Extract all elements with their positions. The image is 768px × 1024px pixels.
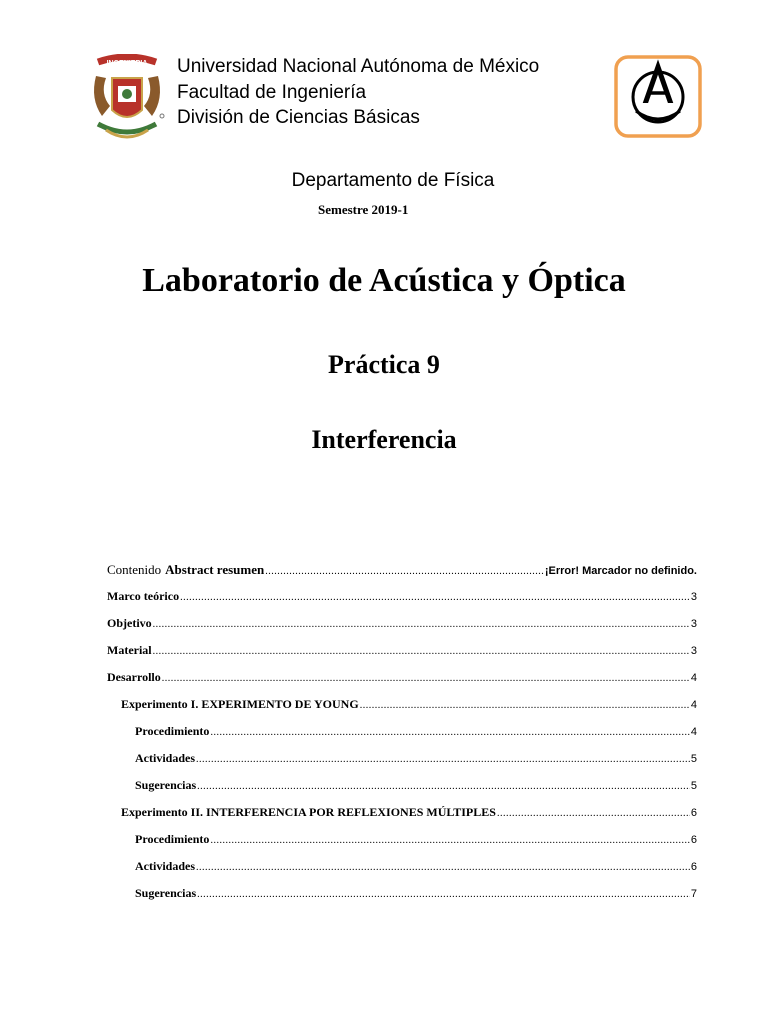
crest-banner-text: INGENIERIA [106,60,148,67]
toc-entry-title: Experimento I. EXPERIMENTO DE YOUNG [121,697,359,711]
practice-number: Práctica 9 [328,350,440,379]
toc-entry-page: ¡Error! Marcador no definido. [544,565,697,577]
toc-entry-material[interactable] [107,643,697,670]
toc-entry-title: Sugerencias [135,778,197,792]
toc-entry-procedimiento-2[interactable] [107,832,697,859]
toc-leader-dots [210,727,689,738]
toc-entry-page: 3 [690,645,697,657]
faculty-name: Facultad de Ingeniería [177,81,367,103]
toc-entry-page: 4 [690,699,697,711]
toc-entry-title: Procedimiento [135,724,210,738]
toc-entry-procedimiento-1[interactable] [107,724,697,751]
toc-leader-dots [265,566,544,577]
toc-entry-title: Desarrollo [107,670,161,684]
toc-entry-page: 4 [690,726,697,738]
toc-entry-experimento-2[interactable] [107,805,697,832]
toc-leader-dots [196,862,690,873]
toc-entry-title: Objetivo [107,616,152,630]
toc-entry-experimento-1[interactable] [107,697,697,724]
toc-leader-dots [153,646,690,657]
table-of-contents [107,562,697,913]
toc-entry-objetivo[interactable] [107,616,697,643]
toc-entry-title: Actividades [135,751,195,765]
toc-entry-title: Procedimiento [135,832,210,846]
toc-entry-page: 5 [690,753,697,765]
university-name: Universidad Nacional Autónoma de México [177,56,540,77]
faculty-crest-logo [88,54,166,146]
toc-entry-page: 5 [690,780,697,792]
toc-heading-label: Contenido [107,562,162,577]
toc-entry-title: Sugerencias [135,886,197,900]
toc-entry-page: 6 [690,861,697,873]
toc-entry-title: Marco teórico [107,589,180,603]
toc-leader-dots [153,619,690,630]
toc-leader-dots [196,754,690,765]
semester-label: Semestre 2019-1 [318,202,409,217]
toc-leader-dots [360,700,690,711]
toc-entry-page: 6 [690,807,697,819]
toc-leader-dots [162,673,690,684]
toc-entry-sugerencias-2[interactable] [107,886,697,913]
toc-leader-dots [197,781,690,792]
practice-topic: Interferencia [311,425,457,454]
toc-entry-marco-teorico[interactable] [107,589,697,616]
toc-entry-page: 3 [690,591,697,603]
toc-leader-dots [497,808,690,819]
toc-leader-dots [197,889,690,900]
toc-entry-page: 6 [690,834,697,846]
toc-entry-page: 4 [690,672,697,684]
toc-entry-title: Abstract resumen [165,562,265,577]
toc-entry-title: Experimento II. INTERFERENCIA POR REFLEXIONES MÚLTIPLES [121,805,496,819]
document-title: Laboratorio de Acústica y Óptica [142,262,626,299]
toc-entry-title: Actividades [135,859,195,873]
toc-entry-actividades-2[interactable] [107,859,697,886]
toc-leader-dots [180,592,690,603]
division-name: División de Ciencias Básicas [177,107,420,128]
institution-header [177,54,539,131]
toc-entry-desarrollo[interactable] [107,670,697,697]
toc-entry-sugerencias-1[interactable] [107,778,697,805]
toc-entry-abstract[interactable] [107,562,697,589]
acoustics-lab-logo [614,55,702,138]
toc-entry-title: Material [107,643,152,657]
toc-entry-page: 3 [690,618,697,630]
toc-entry-actividades-1[interactable] [107,751,697,778]
department-name: Departamento de Física [291,170,495,191]
toc-leader-dots [210,835,689,846]
toc-entry-page: 7 [690,888,697,900]
